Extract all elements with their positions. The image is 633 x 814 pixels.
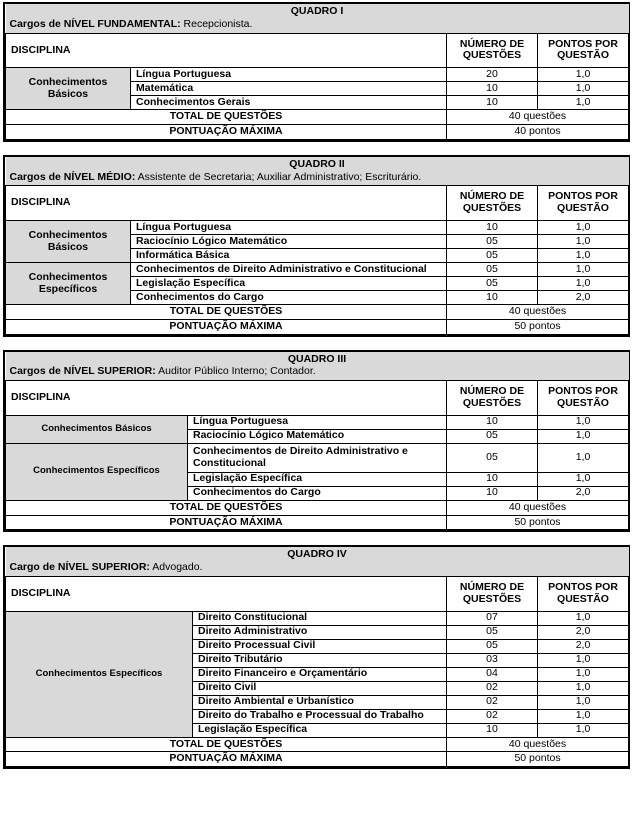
quadro-subtitle [6,366,629,380]
discipline-name: Língua Portuguesa [131,68,447,82]
points-per-question: 1,0 [538,82,629,96]
quadro-title: QUADRO III [287,352,347,365]
col-header-points-line1: PONTOS POR [548,385,618,398]
questions-count: 20 [447,68,538,82]
questions-count: 02 [447,681,538,695]
questions-count: 05 [447,263,538,277]
questions-count: 10 [447,486,538,500]
points-per-question: 1,0 [538,96,629,110]
points-per-question: 2,0 [538,625,629,639]
group-label-line2: Básicos [47,87,89,100]
quadro-subtitle [6,172,629,186]
table-row [6,443,629,472]
total-questions-label: TOTAL DE QUESTÕES [6,500,447,515]
column-header-row [6,186,629,221]
col-header-discipline: DISCIPLINA [6,381,447,416]
questions-count: 05 [447,249,538,263]
quadro-2 [3,155,630,337]
group-label-especificos: Conhecimentos Específicos [6,443,188,500]
total-questions-row [6,737,629,752]
group-label-line2: Básicos [47,240,89,253]
max-score-value: 50 pontos [447,752,629,767]
discipline-name: Direito do Trabalho e Processual do Trabalho [193,709,447,723]
max-score-row [6,515,629,530]
discipline-name: Direito Tributário [193,653,447,667]
group-label-line1: Conhecimentos [28,76,108,88]
max-score-row [6,752,629,767]
quadro-title: QUADRO IV [287,548,347,561]
points-per-question: 1,0 [538,611,629,625]
quadro-subtitle [6,19,629,33]
max-score-label: PONTUAÇÃO MÁXIMA [6,752,447,767]
column-header-row [6,33,629,68]
col-header-points [538,186,629,221]
discipline-name: Conhecimentos do Cargo [131,291,447,305]
header-band-row [6,352,629,381]
points-per-question: 1,0 [538,723,629,737]
discipline-name: Raciocínio Lógico Matemático [131,235,447,249]
column-header-row [6,381,629,416]
questions-count: 10 [447,472,538,486]
discipline-name: Conhecimentos Gerais [131,96,447,110]
col-header-questions [447,576,538,611]
table-row [6,221,629,235]
col-header-questions-line1: NÚMERO DE [459,37,525,50]
questions-count: 02 [447,709,538,723]
col-header-points-line2: QUESTÃO [557,396,609,409]
header-band [6,157,629,186]
points-per-question: 1,0 [538,472,629,486]
points-per-question: 1,0 [538,429,629,443]
questions-count: 10 [447,723,538,737]
questions-count: 03 [447,653,538,667]
points-per-question: 1,0 [538,709,629,723]
group-label-line1: Conhecimentos [28,228,108,241]
quadro-1-table [5,4,629,140]
quadro-title: QUADRO I [290,5,344,17]
group-label-especificos: Conhecimentos Específicos [6,611,193,737]
col-header-discipline: DISCIPLINA [6,576,447,611]
col-header-points [538,381,629,416]
questions-count: 02 [447,695,538,709]
discipline-name: Direito Processual Civil [193,639,447,653]
col-header-questions-line1: NÚMERO DE [459,385,525,398]
col-header-questions-line2: QUESTÕES [462,592,522,605]
column-header-row [6,576,629,611]
discipline-name: Conhecimentos de Direito Administrativo e Constitucional [188,443,447,472]
total-questions-row [6,305,629,320]
discipline-name: Direito Administrativo [193,625,447,639]
points-per-question: 1,0 [538,653,629,667]
max-score-value: 50 pontos [447,515,629,530]
quadro-subtitle-rest: Assistente de Secretaria; Auxiliar Administrativo; Escriturário. [135,170,422,183]
total-questions-value: 40 questões [447,305,629,320]
questions-count: 07 [447,611,538,625]
col-header-questions-line2: QUESTÕES [462,49,522,62]
col-header-points-line2: QUESTÃO [557,202,609,215]
points-per-question: 2,0 [538,639,629,653]
questions-count: 10 [447,96,538,110]
header-band-row [6,547,629,576]
questions-count: 04 [447,667,538,681]
max-score-row [6,125,629,140]
quadro-subtitle-rest: Advogado. [149,561,203,573]
quadro-subtitle [6,562,629,576]
total-questions-value: 40 questões [447,737,629,752]
quadro-subtitle-bold: Cargos de NÍVEL FUNDAMENTAL: [9,17,181,30]
header-band [6,547,629,576]
discipline-name: Direito Civil [193,681,447,695]
group-label-line2: Específicos [38,282,98,295]
points-per-question: 1,0 [538,249,629,263]
group-label-basicos [6,221,131,263]
quadro-subtitle-bold: Cargo de NÍVEL SUPERIOR: [9,561,150,573]
header-band-row [6,157,629,186]
col-header-points [538,33,629,68]
col-header-points-line1: PONTOS POR [548,37,618,50]
points-per-question: 1,0 [538,443,629,472]
questions-count: 05 [447,235,538,249]
col-header-points-line1: PONTOS POR [548,190,618,203]
points-per-question: 1,0 [538,277,629,291]
group-label-especificos [6,263,131,305]
points-per-question: 1,0 [538,235,629,249]
questions-count: 05 [447,625,538,639]
quadro-2-table [5,157,629,335]
discipline-name: Conhecimentos do Cargo [188,486,447,500]
col-header-questions-line1: NÚMERO DE [459,190,525,203]
discipline-name: Legislação Específica [131,277,447,291]
total-questions-row [6,110,629,125]
total-questions-value: 40 questões [447,110,629,125]
col-header-points-line1: PONTOS POR [548,580,618,593]
discipline-name: Direito Constitucional [193,611,447,625]
col-header-discipline: DISCIPLINA [6,186,447,221]
points-per-question: 2,0 [538,291,629,305]
quadro-subtitle-bold: Cargos de NÍVEL MÉDIO: [9,170,136,183]
discipline-name: Raciocínio Lógico Matemático [188,429,447,443]
points-per-question: 1,0 [538,681,629,695]
questions-count: 05 [447,639,538,653]
points-per-question: 1,0 [538,695,629,709]
discipline-name: Conhecimentos de Direito Administrativo e Constitucional [131,263,447,277]
quadro-subtitle-rest: Recepcionista. [180,17,253,30]
table-row [6,611,629,625]
points-per-question: 1,0 [538,263,629,277]
header-band-row [6,4,629,33]
points-per-question: 1,0 [538,221,629,235]
discipline-name: Legislação Específica [188,472,447,486]
max-score-label: PONTUAÇÃO MÁXIMA [6,515,447,530]
quadro-title: QUADRO II [289,157,345,170]
col-header-questions [447,186,538,221]
col-header-questions-line2: QUESTÕES [462,202,522,215]
max-score-row [6,319,629,334]
quadro-3-table [5,352,629,531]
questions-count: 05 [447,443,538,472]
quadro-subtitle-bold: Cargos de NÍVEL SUPERIOR: [9,365,156,378]
discipline-name: Direito Ambiental e Urbanístico [193,695,447,709]
questions-count: 10 [447,82,538,96]
discipline-name: Informática Básica [131,249,447,263]
table-row [6,263,629,277]
discipline-name: Língua Portuguesa [188,415,447,429]
group-label-basicos [6,68,131,110]
col-header-questions [447,381,538,416]
group-label-line1: Conhecimentos [28,270,108,283]
questions-count: 10 [447,291,538,305]
quadro-1 [3,2,630,142]
max-score-value: 50 pontos [447,319,629,334]
total-questions-row [6,500,629,515]
group-label-basicos: Conhecimentos Básicos [6,415,188,443]
questions-count: 10 [447,221,538,235]
max-score-value: 40 pontos [447,125,629,140]
max-score-label: PONTUAÇÃO MÁXIMA [6,319,447,334]
total-questions-label: TOTAL DE QUESTÕES [6,305,447,320]
col-header-questions-line2: QUESTÕES [462,396,522,409]
header-band [6,352,629,381]
table-row [6,415,629,429]
col-header-questions-line1: NÚMERO DE [459,580,525,593]
discipline-name: Matemática [131,82,447,96]
col-header-discipline: DISCIPLINA [6,33,447,68]
points-per-question: 2,0 [538,486,629,500]
total-questions-value: 40 questões [447,500,629,515]
max-score-label: PONTUAÇÃO MÁXIMA [6,125,447,140]
quadro-4-table [5,547,629,767]
col-header-points-line2: QUESTÃO [557,49,609,62]
header-band [6,4,629,33]
points-per-question: 1,0 [538,667,629,681]
discipline-name: Direito Financeiro e Orçamentário [193,667,447,681]
discipline-name: Legislação Específica [193,723,447,737]
total-questions-label: TOTAL DE QUESTÕES [6,110,447,125]
col-header-questions [447,33,538,68]
questions-count: 10 [447,415,538,429]
total-questions-label: TOTAL DE QUESTÕES [6,737,447,752]
points-per-question: 1,0 [538,68,629,82]
col-header-points [538,576,629,611]
table-row [6,68,629,82]
discipline-name: Língua Portuguesa [131,221,447,235]
points-per-question: 1,0 [538,415,629,429]
quadro-4 [3,545,630,769]
questions-count: 05 [447,429,538,443]
quadro-3 [3,350,630,533]
col-header-points-line2: QUESTÃO [557,592,609,605]
questions-count: 05 [447,277,538,291]
quadro-subtitle-rest: Auditor Público Interno; Contador. [155,365,316,378]
